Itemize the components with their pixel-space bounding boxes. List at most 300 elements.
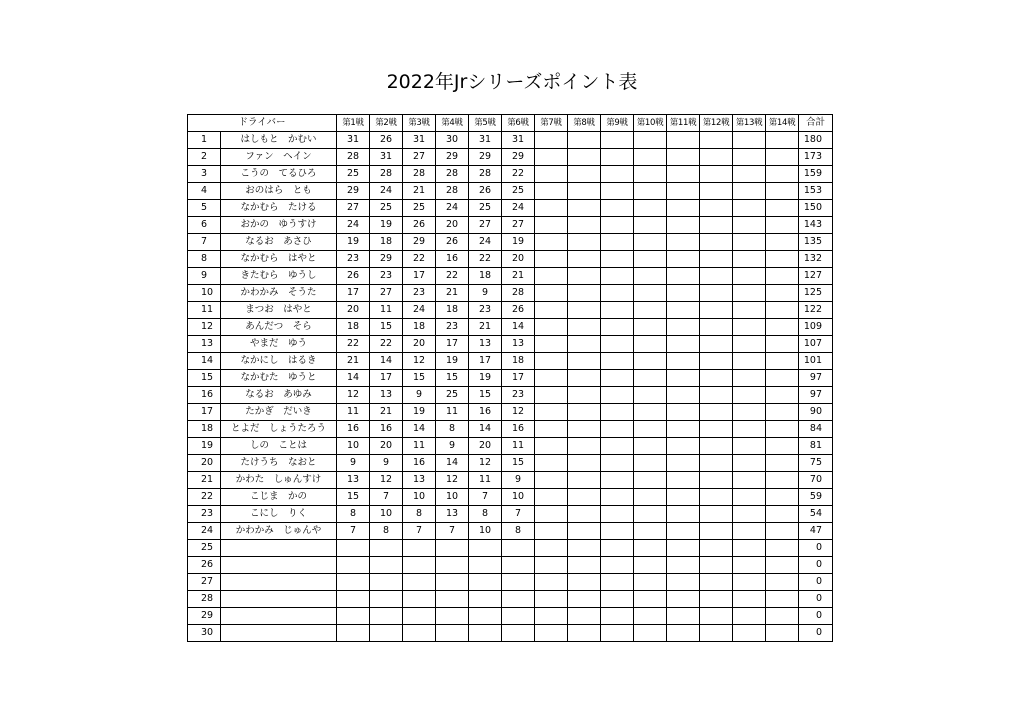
- score-cell: [568, 472, 601, 489]
- score-cell: [733, 234, 766, 251]
- score-cell: [568, 183, 601, 200]
- score-cell: [700, 370, 733, 387]
- score-cell: [634, 506, 667, 523]
- score-cell: 21: [370, 404, 403, 421]
- score-cell: [568, 302, 601, 319]
- score-cell: [634, 540, 667, 557]
- score-cell: [667, 285, 700, 302]
- total-cell: 159: [799, 166, 833, 183]
- score-cell: 28: [436, 183, 469, 200]
- score-cell: 28: [337, 149, 370, 166]
- score-cell: [469, 591, 502, 608]
- score-cell: [337, 557, 370, 574]
- table-row: [188, 455, 833, 472]
- score-cell: [535, 336, 568, 353]
- score-cell: [766, 472, 799, 489]
- score-cell: 22: [436, 268, 469, 285]
- score-cell: [733, 200, 766, 217]
- driver-name-cell: たけうち なおと: [221, 455, 337, 472]
- score-cell: [337, 540, 370, 557]
- score-cell: 10: [403, 489, 436, 506]
- score-cell: [601, 625, 634, 642]
- total-cell: 180: [799, 132, 833, 149]
- score-cell: [766, 523, 799, 540]
- score-cell: 15: [502, 455, 535, 472]
- driver-name-cell: おかの ゆうすけ: [221, 217, 337, 234]
- score-cell: [733, 302, 766, 319]
- race-header-11: 第11戦: [667, 115, 700, 132]
- race-header-4: 第4戦: [436, 115, 469, 132]
- score-cell: [634, 387, 667, 404]
- score-cell: 11: [469, 472, 502, 489]
- score-cell: 24: [502, 200, 535, 217]
- score-cell: 8: [502, 523, 535, 540]
- score-cell: [634, 404, 667, 421]
- score-cell: [667, 540, 700, 557]
- score-cell: 16: [502, 421, 535, 438]
- score-cell: 16: [436, 251, 469, 268]
- score-cell: [667, 404, 700, 421]
- score-cell: [667, 523, 700, 540]
- score-cell: 11: [370, 302, 403, 319]
- score-cell: [568, 166, 601, 183]
- score-cell: [700, 319, 733, 336]
- score-cell: 13: [403, 472, 436, 489]
- score-cell: [568, 200, 601, 217]
- score-cell: [766, 132, 799, 149]
- rank-cell: 2: [188, 149, 221, 166]
- score-cell: [469, 574, 502, 591]
- score-cell: [601, 421, 634, 438]
- score-cell: 8: [469, 506, 502, 523]
- score-cell: [568, 557, 601, 574]
- score-cell: [733, 166, 766, 183]
- score-cell: 15: [436, 370, 469, 387]
- score-cell: [667, 217, 700, 234]
- driver-name-cell: かわた しゅんすけ: [221, 472, 337, 489]
- score-cell: [667, 200, 700, 217]
- score-cell: 29: [502, 149, 535, 166]
- score-cell: [667, 489, 700, 506]
- table-row: [188, 217, 833, 234]
- score-cell: [766, 336, 799, 353]
- score-cell: [601, 540, 634, 557]
- score-cell: 28: [436, 166, 469, 183]
- score-cell: [535, 404, 568, 421]
- score-cell: [568, 608, 601, 625]
- header-row: [188, 115, 833, 132]
- score-cell: [634, 166, 667, 183]
- total-cell: 90: [799, 404, 833, 421]
- score-cell: [634, 268, 667, 285]
- score-cell: [568, 421, 601, 438]
- race-header-7: 第7戦: [535, 115, 568, 132]
- score-cell: 11: [502, 438, 535, 455]
- score-cell: [535, 574, 568, 591]
- total-cell: 109: [799, 319, 833, 336]
- table-row: [188, 166, 833, 183]
- score-cell: [337, 608, 370, 625]
- table-row: [188, 234, 833, 251]
- score-cell: [634, 132, 667, 149]
- score-cell: [766, 387, 799, 404]
- score-cell: 19: [436, 353, 469, 370]
- driver-name-cell: おのはら とも: [221, 183, 337, 200]
- score-cell: [469, 625, 502, 642]
- score-cell: 10: [502, 489, 535, 506]
- table-row: [188, 608, 833, 625]
- total-cell: 173: [799, 149, 833, 166]
- score-cell: [667, 370, 700, 387]
- score-cell: [667, 149, 700, 166]
- score-cell: [733, 251, 766, 268]
- score-cell: [601, 319, 634, 336]
- rank-cell: 8: [188, 251, 221, 268]
- score-cell: 23: [502, 387, 535, 404]
- score-cell: [601, 574, 634, 591]
- score-cell: [766, 574, 799, 591]
- table-row: [188, 336, 833, 353]
- score-cell: [568, 251, 601, 268]
- score-cell: [733, 540, 766, 557]
- score-cell: 31: [469, 132, 502, 149]
- score-cell: [568, 370, 601, 387]
- score-cell: [601, 387, 634, 404]
- table-row: [188, 421, 833, 438]
- score-cell: [733, 472, 766, 489]
- score-cell: [667, 472, 700, 489]
- race-header-10: 第10戦: [634, 115, 667, 132]
- score-cell: [601, 608, 634, 625]
- table-row: [188, 149, 833, 166]
- score-cell: [634, 336, 667, 353]
- score-cell: [337, 574, 370, 591]
- score-cell: 7: [502, 506, 535, 523]
- score-cell: [436, 557, 469, 574]
- score-cell: [568, 268, 601, 285]
- score-cell: [568, 336, 601, 353]
- score-cell: [766, 540, 799, 557]
- score-cell: 9: [502, 472, 535, 489]
- score-cell: [700, 625, 733, 642]
- rank-cell: 14: [188, 353, 221, 370]
- rank-cell: 17: [188, 404, 221, 421]
- score-cell: [667, 166, 700, 183]
- score-cell: [667, 455, 700, 472]
- score-cell: [766, 319, 799, 336]
- score-cell: 21: [436, 285, 469, 302]
- score-cell: 9: [469, 285, 502, 302]
- rank-cell: 7: [188, 234, 221, 251]
- score-cell: [766, 455, 799, 472]
- score-cell: 22: [403, 251, 436, 268]
- score-cell: [634, 285, 667, 302]
- score-cell: [667, 574, 700, 591]
- rank-cell: 28: [188, 591, 221, 608]
- score-cell: 22: [502, 166, 535, 183]
- score-cell: [502, 557, 535, 574]
- total-header: 合計: [799, 115, 833, 132]
- score-cell: 12: [469, 455, 502, 472]
- score-cell: [634, 149, 667, 166]
- rank-cell: 6: [188, 217, 221, 234]
- score-cell: [535, 591, 568, 608]
- score-cell: 29: [403, 234, 436, 251]
- score-cell: 16: [403, 455, 436, 472]
- score-cell: 9: [337, 455, 370, 472]
- score-cell: 7: [436, 523, 469, 540]
- score-cell: 15: [469, 387, 502, 404]
- score-cell: [667, 336, 700, 353]
- score-cell: [634, 523, 667, 540]
- score-cell: 14: [469, 421, 502, 438]
- score-cell: [733, 285, 766, 302]
- score-cell: [370, 608, 403, 625]
- table-row: [188, 523, 833, 540]
- score-cell: 19: [337, 234, 370, 251]
- score-cell: [700, 302, 733, 319]
- driver-name-cell: かわかみ そうた: [221, 285, 337, 302]
- score-cell: 17: [403, 268, 436, 285]
- score-cell: [700, 557, 733, 574]
- score-cell: 29: [337, 183, 370, 200]
- score-cell: 10: [337, 438, 370, 455]
- score-cell: [667, 608, 700, 625]
- score-cell: [436, 608, 469, 625]
- total-cell: 122: [799, 302, 833, 319]
- score-cell: [502, 591, 535, 608]
- score-cell: [766, 353, 799, 370]
- score-cell: 9: [370, 455, 403, 472]
- score-cell: 8: [370, 523, 403, 540]
- score-cell: [733, 353, 766, 370]
- total-cell: 107: [799, 336, 833, 353]
- race-header-14: 第14戦: [766, 115, 799, 132]
- driver-name-cell: きたむら ゆうし: [221, 268, 337, 285]
- total-cell: 150: [799, 200, 833, 217]
- score-cell: [601, 285, 634, 302]
- score-cell: [568, 438, 601, 455]
- race-header-8: 第8戦: [568, 115, 601, 132]
- score-cell: [700, 608, 733, 625]
- driver-name-cell: なかむら たける: [221, 200, 337, 217]
- score-cell: [766, 251, 799, 268]
- driver-name-cell: あんだつ そら: [221, 319, 337, 336]
- score-cell: [634, 557, 667, 574]
- score-cell: 7: [469, 489, 502, 506]
- score-cell: [733, 183, 766, 200]
- score-cell: [667, 438, 700, 455]
- score-cell: [535, 234, 568, 251]
- score-cell: [766, 302, 799, 319]
- score-cell: [601, 268, 634, 285]
- table-row: [188, 302, 833, 319]
- score-cell: [601, 472, 634, 489]
- score-cell: [733, 438, 766, 455]
- score-cell: [700, 506, 733, 523]
- score-cell: 20: [337, 302, 370, 319]
- table-row: [188, 506, 833, 523]
- score-cell: [667, 421, 700, 438]
- score-cell: 19: [403, 404, 436, 421]
- score-cell: 12: [370, 472, 403, 489]
- rank-cell: 5: [188, 200, 221, 217]
- rank-cell: 25: [188, 540, 221, 557]
- score-cell: [733, 574, 766, 591]
- score-cell: [535, 625, 568, 642]
- table-row: [188, 285, 833, 302]
- score-cell: 31: [370, 149, 403, 166]
- race-header-6: 第6戦: [502, 115, 535, 132]
- total-cell: 135: [799, 234, 833, 251]
- score-cell: 7: [337, 523, 370, 540]
- score-cell: 25: [502, 183, 535, 200]
- score-cell: [766, 234, 799, 251]
- driver-name-cell: こうの てるひろ: [221, 166, 337, 183]
- score-cell: [634, 234, 667, 251]
- score-cell: 21: [469, 319, 502, 336]
- score-cell: 13: [436, 506, 469, 523]
- score-cell: [403, 540, 436, 557]
- score-cell: [535, 472, 568, 489]
- score-cell: 27: [502, 217, 535, 234]
- score-cell: 13: [370, 387, 403, 404]
- total-cell: 127: [799, 268, 833, 285]
- score-cell: [766, 183, 799, 200]
- score-cell: [766, 166, 799, 183]
- score-cell: [535, 489, 568, 506]
- score-cell: 30: [436, 132, 469, 149]
- total-cell: 101: [799, 353, 833, 370]
- score-cell: [634, 625, 667, 642]
- table-row: [188, 591, 833, 608]
- score-cell: [667, 251, 700, 268]
- score-cell: [766, 489, 799, 506]
- score-cell: 18: [337, 319, 370, 336]
- score-cell: [568, 234, 601, 251]
- total-cell: 70: [799, 472, 833, 489]
- score-cell: 23: [403, 285, 436, 302]
- score-cell: 29: [370, 251, 403, 268]
- score-cell: 15: [403, 370, 436, 387]
- score-cell: [568, 319, 601, 336]
- score-cell: [403, 557, 436, 574]
- score-cell: 9: [403, 387, 436, 404]
- score-cell: 19: [370, 217, 403, 234]
- score-cell: [469, 608, 502, 625]
- score-cell: [601, 149, 634, 166]
- score-cell: [568, 540, 601, 557]
- score-cell: 12: [502, 404, 535, 421]
- driver-name-cell: なるお あさひ: [221, 234, 337, 251]
- score-cell: [601, 455, 634, 472]
- total-cell: 47: [799, 523, 833, 540]
- score-cell: [700, 387, 733, 404]
- score-cell: [634, 302, 667, 319]
- score-cell: [535, 166, 568, 183]
- score-cell: [667, 302, 700, 319]
- score-cell: [568, 132, 601, 149]
- score-cell: 21: [403, 183, 436, 200]
- score-cell: [733, 387, 766, 404]
- score-cell: [568, 285, 601, 302]
- score-cell: [733, 591, 766, 608]
- score-cell: [766, 625, 799, 642]
- score-cell: [601, 523, 634, 540]
- score-cell: 20: [403, 336, 436, 353]
- score-cell: [733, 404, 766, 421]
- score-cell: [535, 387, 568, 404]
- score-cell: [700, 268, 733, 285]
- score-cell: [634, 370, 667, 387]
- table-row: [188, 132, 833, 149]
- rank-cell: 10: [188, 285, 221, 302]
- score-cell: [568, 404, 601, 421]
- score-cell: 28: [403, 166, 436, 183]
- score-cell: [535, 506, 568, 523]
- score-cell: 24: [337, 217, 370, 234]
- score-cell: [766, 506, 799, 523]
- rank-cell: 9: [188, 268, 221, 285]
- score-cell: [766, 200, 799, 217]
- score-cell: [568, 591, 601, 608]
- score-cell: [667, 387, 700, 404]
- race-header-9: 第9戦: [601, 115, 634, 132]
- score-cell: 17: [502, 370, 535, 387]
- rank-cell: 16: [188, 387, 221, 404]
- score-cell: 17: [469, 353, 502, 370]
- score-cell: 18: [370, 234, 403, 251]
- score-cell: [667, 353, 700, 370]
- score-cell: [469, 540, 502, 557]
- rank-cell: 30: [188, 625, 221, 642]
- score-cell: [700, 404, 733, 421]
- rank-cell: 24: [188, 523, 221, 540]
- score-cell: 31: [337, 132, 370, 149]
- score-cell: 31: [502, 132, 535, 149]
- score-cell: 19: [502, 234, 535, 251]
- score-cell: [601, 404, 634, 421]
- score-cell: [667, 591, 700, 608]
- table-row: [188, 183, 833, 200]
- score-cell: [535, 523, 568, 540]
- score-cell: [766, 285, 799, 302]
- score-cell: [700, 285, 733, 302]
- driver-name-cell: とよだ しょうたろう: [221, 421, 337, 438]
- score-cell: 11: [436, 404, 469, 421]
- score-cell: [535, 438, 568, 455]
- score-cell: [733, 523, 766, 540]
- score-cell: [469, 557, 502, 574]
- score-cell: 20: [502, 251, 535, 268]
- score-cell: 25: [370, 200, 403, 217]
- score-cell: [634, 591, 667, 608]
- score-cell: 25: [403, 200, 436, 217]
- total-cell: 125: [799, 285, 833, 302]
- score-cell: [601, 353, 634, 370]
- table-row: [188, 574, 833, 591]
- rank-cell: 15: [188, 370, 221, 387]
- score-cell: 13: [337, 472, 370, 489]
- table-row: [188, 268, 833, 285]
- score-cell: [700, 132, 733, 149]
- table-row: [188, 319, 833, 336]
- driver-name-cell: たかぎ だいき: [221, 404, 337, 421]
- score-cell: 14: [370, 353, 403, 370]
- score-cell: [667, 234, 700, 251]
- score-cell: [535, 183, 568, 200]
- score-cell: 25: [337, 166, 370, 183]
